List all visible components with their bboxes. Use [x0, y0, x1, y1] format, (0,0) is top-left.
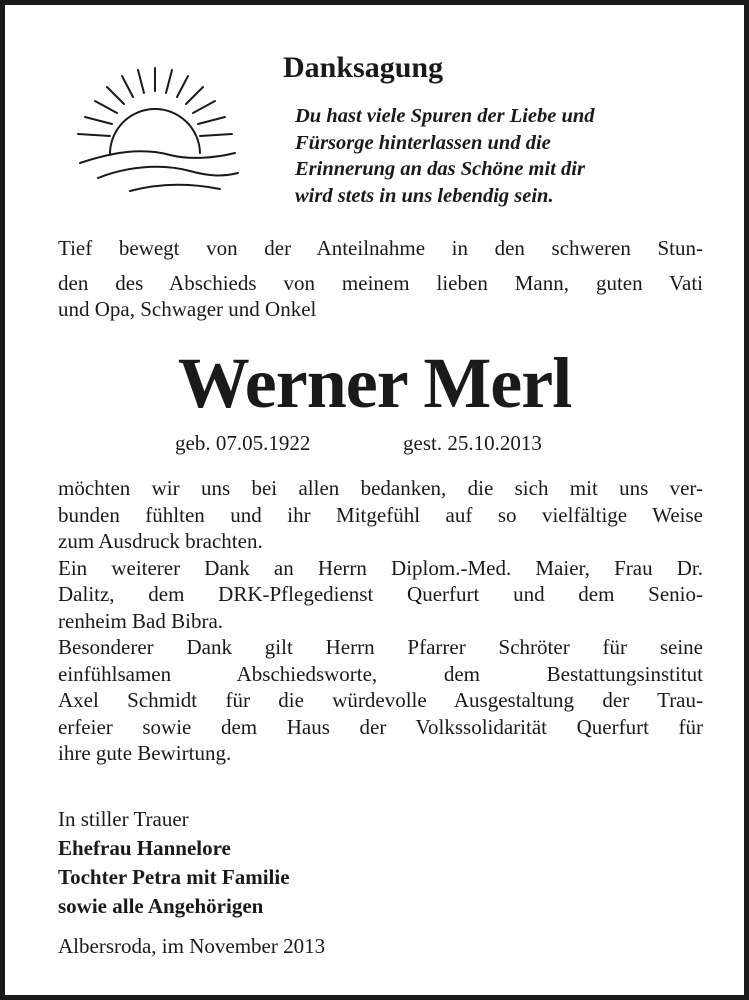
body-line: Besonderer Dank gilt Herrn Pfarrer Schröter für seine	[58, 635, 703, 659]
mourner-line: Tochter Petra mit Familie	[58, 865, 290, 889]
body-line: renheim Bad Bibra.	[58, 608, 224, 633]
intro-line: Tief bewegt von der Anteilnahme in den schweren Stun-	[58, 236, 703, 260]
poem-line: Erinnerung an das Schöne mit dir	[295, 158, 585, 180]
death-date: gest. 25.10.2013	[403, 431, 542, 455]
body-line: möchten wir uns bei allen bedanken, die sich mit uns ver-	[58, 476, 703, 500]
poem-line: Fürsorge hinterlassen und die	[295, 131, 551, 154]
poem-quote	[295, 103, 715, 209]
poem-line: wird stets in uns lebendig sein.	[295, 184, 554, 207]
body-line: Dalitz, dem DRK-Pflegedienst Querfurt und dem Senio-	[58, 582, 703, 606]
body-line: bunden fühlten und ihr Mitgefühl auf so vielfältige Weise	[58, 502, 703, 527]
signature-intro: In stiller Trauer	[58, 807, 189, 831]
mourner-line: sowie alle Angehörigen	[58, 894, 264, 918]
body-line: einfühlsamen Abschiedsworte, dem Bestattungsinstitut	[58, 661, 703, 686]
body-line: Axel Schmidt für die würdevolle Ausgestaltung der Trau-	[58, 688, 703, 712]
birth-date: geb. 07.05.1922	[175, 431, 311, 455]
body-line: ihre gute Bewirtung.	[58, 741, 232, 765]
deceased-name: Werner Merl	[177, 343, 572, 423]
intro-paragraph	[58, 235, 703, 323]
intro-line: den des Abschieds von meinem lieben Mann, guten Vati	[58, 270, 703, 295]
intro-line: und Opa, Schwager und Onkel	[58, 297, 317, 321]
poem-line: Du hast viele Spuren der Liebe und	[295, 105, 595, 127]
mourner-line: Ehefrau Hannelore	[58, 836, 231, 860]
rising-sun-over-hills-icon	[70, 63, 240, 203]
thanks-paragraph	[58, 475, 703, 767]
heading-danksagung: Danksagung	[283, 51, 444, 84]
place-date: Albersroda, im November 2013	[58, 934, 326, 958]
body-line: erfeier sowie dem Haus der Volkssolidarität Querfurt für	[58, 714, 703, 739]
body-line: Ein weiterer Dank an Herrn Diplom.-Med. Maier, Frau Dr.	[58, 555, 703, 580]
body-line: zum Ausdruck brachten.	[58, 529, 263, 553]
